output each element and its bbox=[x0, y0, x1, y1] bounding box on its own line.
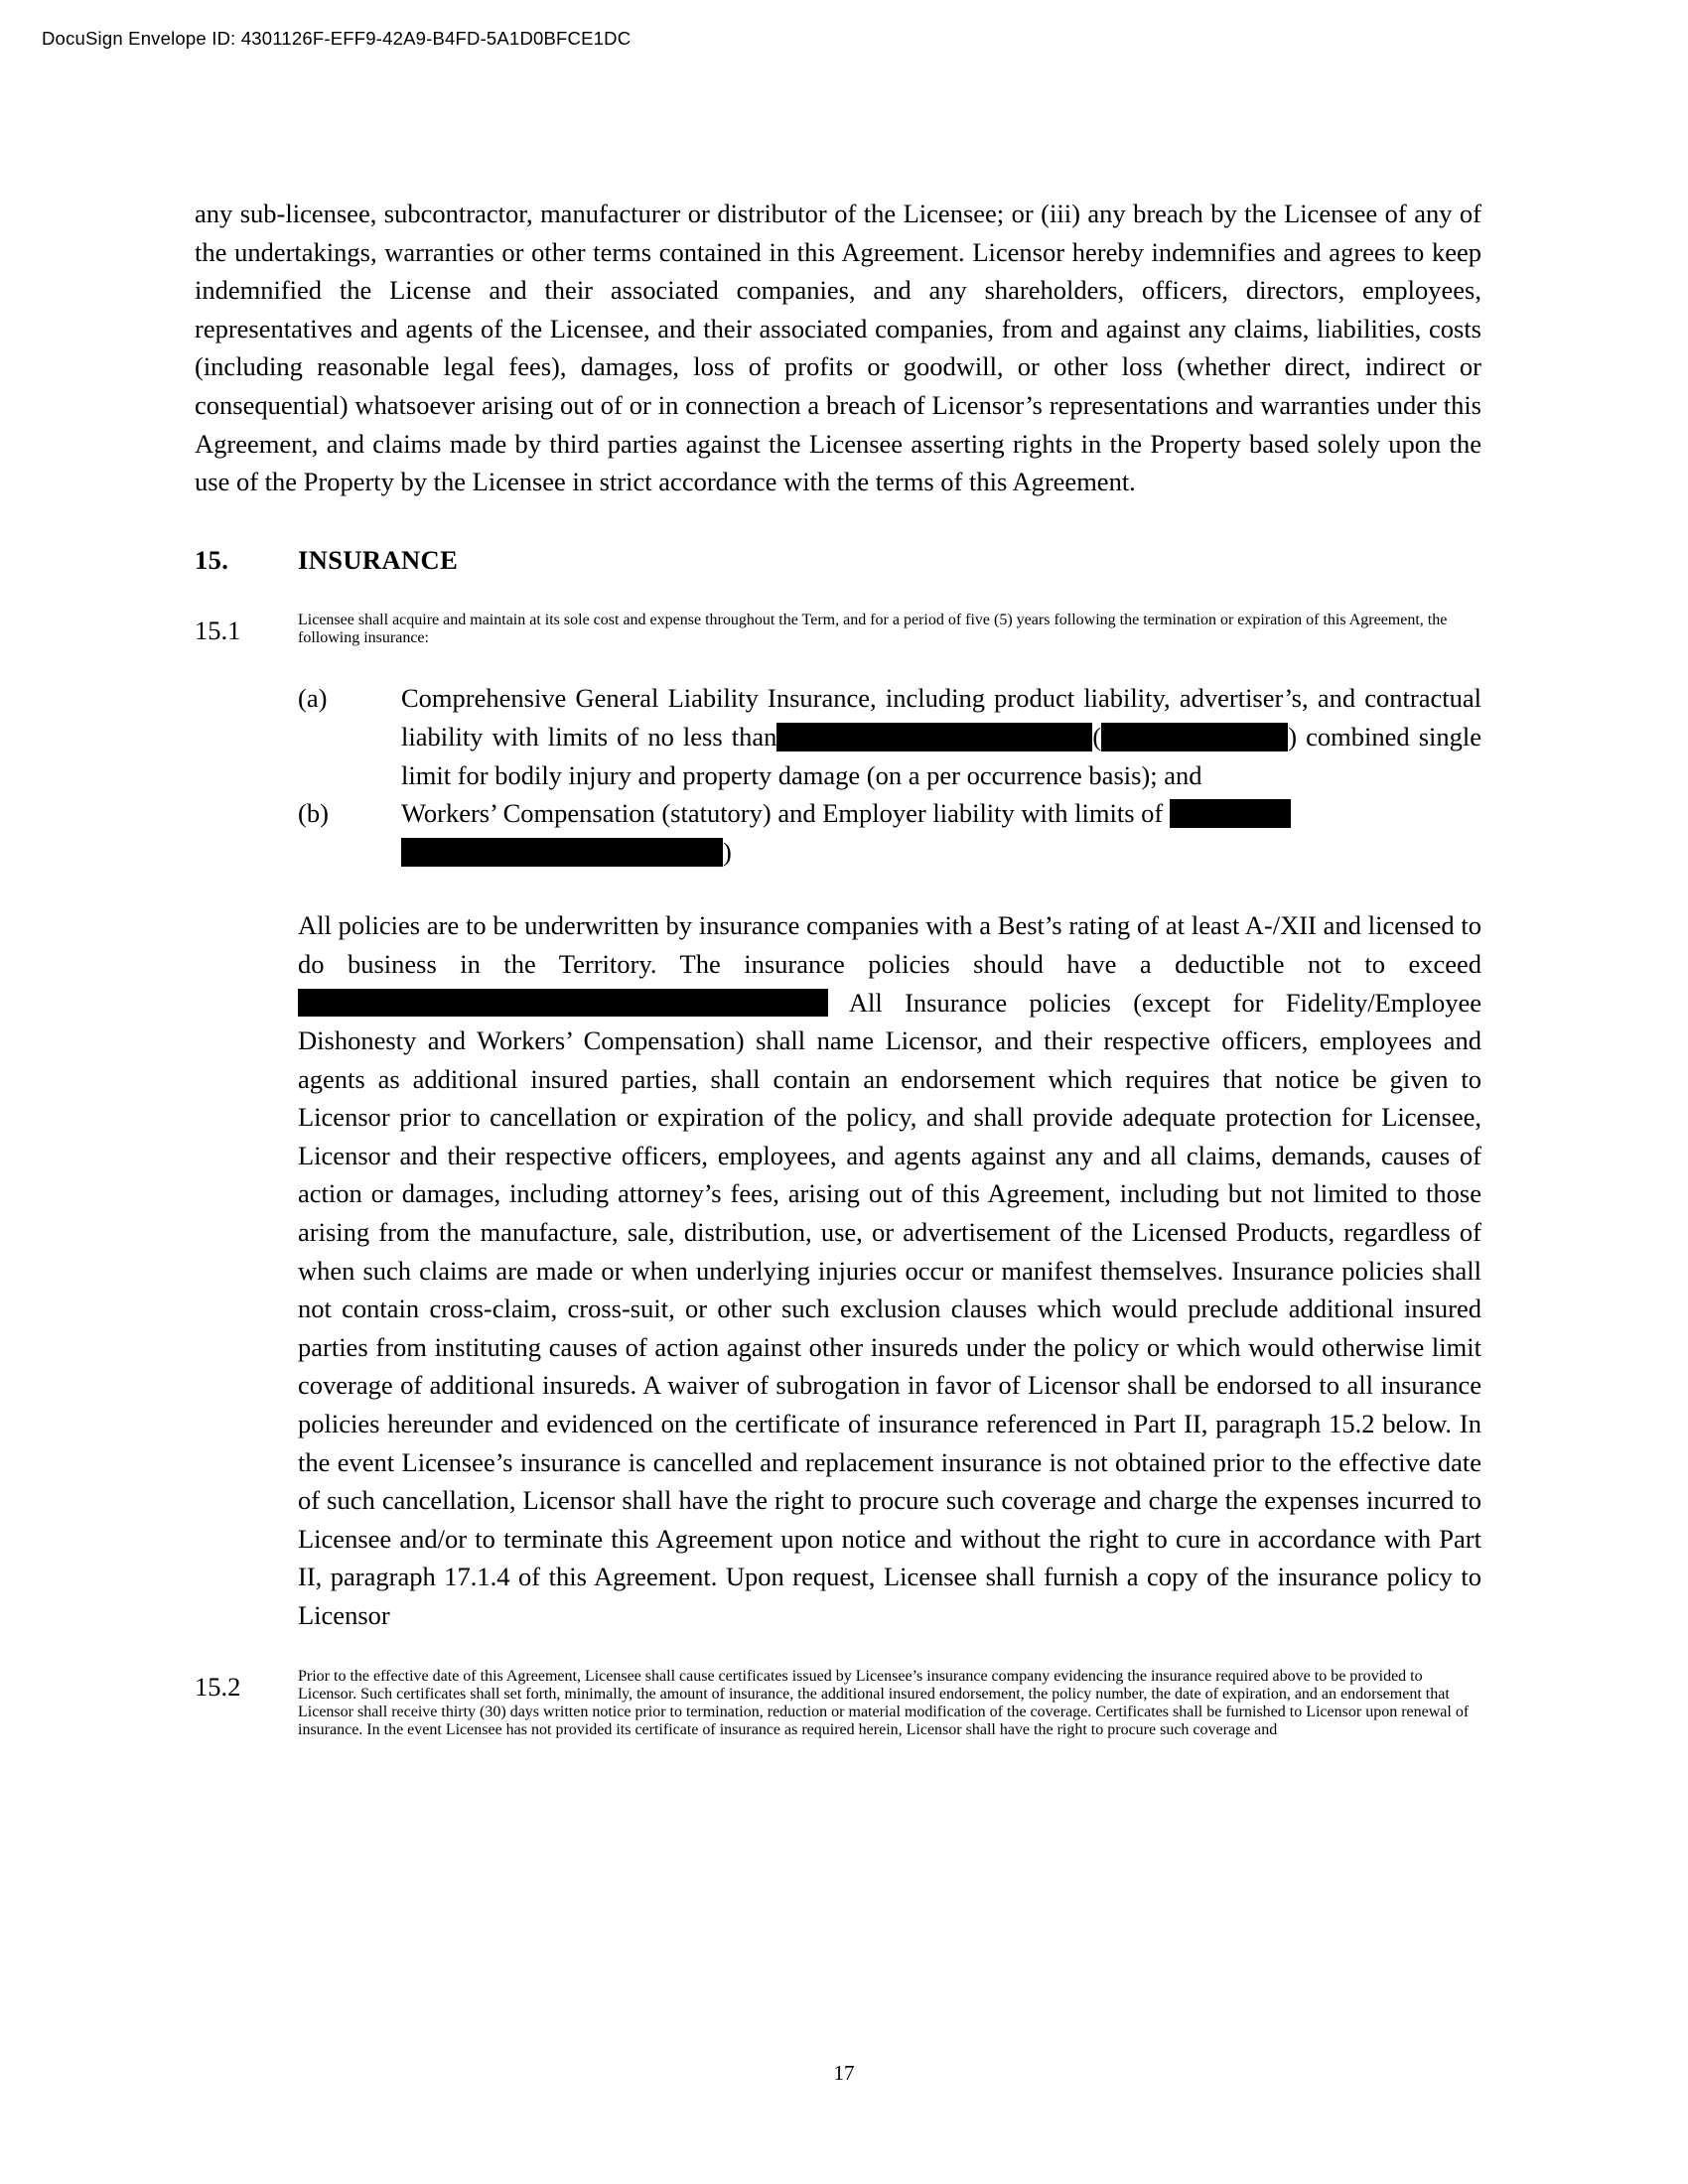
item-a-text-before: Comprehensive General Liability Insurance, including product liability, advertiser’s, and contractual liability with limits of no less than bbox=[401, 683, 1481, 751]
clause-15-2 bbox=[195, 1668, 1481, 1739]
item-b-text-tail: ) bbox=[723, 836, 732, 867]
all-policies-text-part2: All Insurance policies (except for Fidelity/Employee Dishonesty and Workers’ Compensation) shall name Licensor, and their respective officers, employees and agents as additional insured parties, shall contain an endorsement which requires that notice be given to Licensor prior to cancellation or expiration of the policy, and shall provide adequate protection for Licensee, Licensor and their respective officers, employees, and agents against any and all claims, demands, causes of action or damages, including attorney’s fees, arising out of this Agreement, including but not limited to those arising from the manufacture, sale, distribution, use, or advertisement of the Licensed Products, regardless of when such claims are made or when underlying injuries occur or manifest themselves. Insurance policies shall not contain cross-claim, cross-suit, or other such exclusion clauses which would preclude additional insured parties from instituting causes of action against other insureds under the policy or which would otherwise limit coverage of additional insureds. A waiver of subrogation in favor of Licensor shall be endorsed to all insurance policies hereunder and evidenced on the certificate of insurance referenced in Part II, paragraph 15.2 below. In the event Licensee’s insurance is cancelled and replacement insurance is not obtained prior to the effective date of such cancellation, Licensor shall have the right to procure such coverage and charge the expenses incurred to Licensee and/or to terminate this Agreement upon notice and without the right to cure in accordance with Part II, paragraph 17.1.4 of this Agreement. Upon request, Licensee shall furnish a copy of the insurance policy to Licensor bbox=[298, 987, 1481, 1630]
redaction-bar-c1 bbox=[298, 989, 828, 1018]
item-b-text-before: Workers’ Compensation (statutory) and Employer liability with limits of bbox=[401, 798, 1164, 829]
clause-15-1-number: 15.1 bbox=[195, 615, 241, 646]
clause-15-1 bbox=[195, 612, 1481, 647]
item-b bbox=[298, 794, 1481, 871]
page-number: 17 bbox=[833, 2061, 855, 2085]
redaction-bar-b1 bbox=[1170, 799, 1291, 828]
clause-15-2-text: Prior to the effective date of this Agreement, Licensee shall cause certificates issued by Licensee’s insurance company evidencing the insurance required above to be provided to Licensor. Such certificates shall set forth, minimally, the amount of insurance, the additional insured endorsement, the policy number, the date of expiration, and an endorsement that Licensor shall receive thirty (30) days written notice prior to termination, reduction or material modification of the coverage. Certificates shall be furnished to Licensor upon renewal of insurance. In the event Licensee has not provided its certificate of insurance as required herein, Licensor shall have the right to procure such coverage and bbox=[298, 1667, 1470, 1738]
item-a-text-tail: ) combined single limit for bodily injury and property damage (on a per occurrence basis); and bbox=[401, 721, 1482, 790]
redaction-bar-a2 bbox=[1101, 723, 1288, 751]
redaction-bar-b2 bbox=[401, 838, 723, 867]
section-title: INSURANCE bbox=[298, 544, 459, 575]
insurance-sub-items bbox=[195, 679, 1481, 1634]
clause-15-1-text: Licensee shall acquire and maintain at its sole cost and expense throughout the Term, and for a period of five (5) years following the termination or expiration of this Agreement, the following insurance: bbox=[298, 612, 1448, 647]
clause-15-2-number: 15.2 bbox=[195, 1671, 241, 1702]
docusign-envelope-id: DocuSign Envelope ID: 4301126F-EFF9-42A9-B4FD-5A1D0BFCE1DC bbox=[42, 28, 632, 49]
section-heading-insurance bbox=[195, 541, 1481, 580]
redaction-bar-a1 bbox=[776, 723, 1092, 751]
item-b-letter: (b) bbox=[298, 798, 329, 829]
all-policies-paragraph bbox=[298, 906, 1481, 1634]
document-body bbox=[195, 195, 1481, 1739]
section-number: 15. bbox=[195, 544, 229, 575]
item-a bbox=[298, 679, 1481, 794]
all-policies-text-part1: All policies are to be underwritten by insurance companies with a Best’s rating of at least A-/XII and licensed to do business in the Territory. The insurance policies should have a deductible not to exceed bbox=[298, 910, 1481, 979]
intro-paragraph: any sub-licensee, subcontractor, manufacturer or distributor of the Licensee; or (iii) any breach by the Licensee of any of the undertakings, warranties or other terms contained in this Agreement. Licensor hereby indemnifies and agrees to keep indemnified the License and their associated companies, and any shareholders, officers, directors, employees, representatives and agents of the Licensee, and their associated companies, from and against any claims, liabilities, costs (including reasonable legal fees), damages, loss of profits or goodwill, or other loss (whether direct, indirect or consequential) whatsoever arising out of or in connection a breach of Licensor’s representations and warranties under this Agreement, and claims made by third parties against the Licensee asserting rights in the Property based solely upon the use of the Property by the Licensee in strict accordance with the terms of this Agreement. bbox=[195, 199, 1481, 497]
item-a-letter: (a) bbox=[298, 683, 328, 714]
item-a-open-paren: ( bbox=[1092, 721, 1102, 751]
